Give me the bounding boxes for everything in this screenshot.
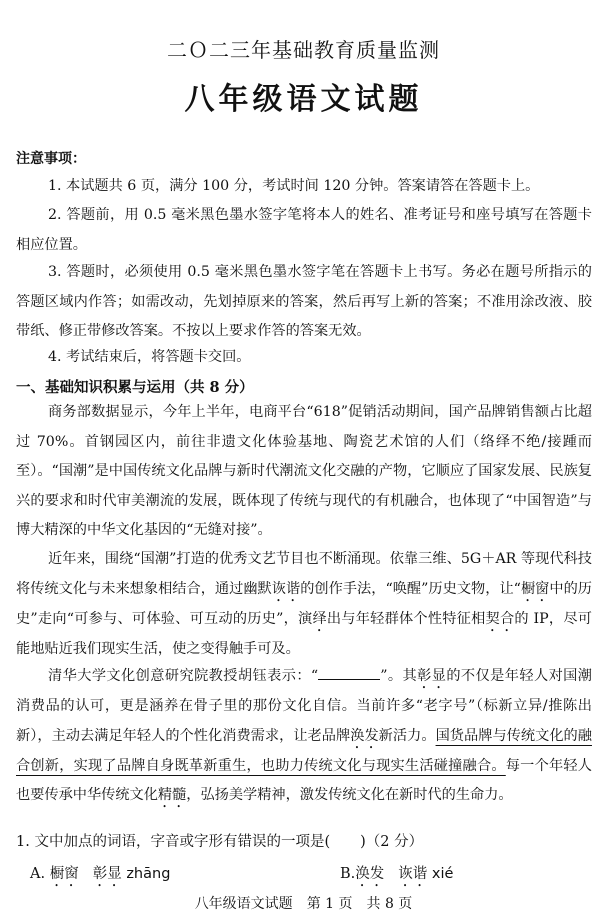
option-a-word-2: 彰显 bbox=[92, 866, 122, 882]
option-a-word-1: 橱窗 bbox=[49, 866, 79, 882]
exam-title: 八年级语文试题 bbox=[184, 82, 423, 117]
section-1-heading: 一、基础知识积累与运用（共 8 分） bbox=[16, 379, 254, 396]
notice-heading: 注意事项： bbox=[16, 151, 86, 167]
option-a bbox=[30, 862, 170, 890]
para3-text-a: 清华大学文化创意研究院教授胡钰表示：“ bbox=[48, 668, 319, 684]
notice-item-2: 2. 答题前，用 0.5 毫米黑色墨水签字笔将本人的姓名、准考证号和座号填写在答题卡相应位置。 bbox=[16, 207, 592, 253]
question-1-stem bbox=[16, 830, 423, 851]
quote-blank bbox=[318, 665, 380, 680]
notice-item-4: 4. 考试结束后，将答题卡交回。 bbox=[48, 349, 251, 365]
footer-page-number: 第 1 页 bbox=[306, 896, 353, 912]
para3-text-d: 的不仅是年轻人对国潮消费品的认可，更是涵养在骨子里的那份文化自信。当前许多“老字号”（标新立异/推陈出新），主动去满足年轻人的个性化消费需求，让老品牌 bbox=[16, 668, 592, 744]
notice-item-3: 3. 答题时，必须使用 0.5 毫米黑色墨水签字笔在答题卡上书写。务必在题号所指示的答题区域内作答；如需改动，先划掉原来的答案，然后再写上新的答案；不准用涂改液、胶带纸、修正带修改答案。不按以上要求作答的答案无效。 bbox=[16, 264, 592, 339]
footer-total-pages: 共 8 页 bbox=[366, 896, 413, 912]
option-a-pinyin: zhāng bbox=[126, 866, 171, 882]
option-a-letter: A. bbox=[30, 866, 46, 882]
para3-text-j: ，弘扬美学精神，激发传统文化在新时代的生命力。 bbox=[186, 787, 513, 803]
footer-subject: 八年级语文试题 bbox=[194, 896, 293, 912]
para3-text-h: 每一个年轻人也要传承中华传统文化 bbox=[16, 757, 592, 803]
passage-paragraph-2 bbox=[16, 545, 592, 664]
para2-text-e: 中的历史”走向“可参与、可体验、可互动的历史”，演 bbox=[16, 580, 592, 627]
para2-text-c: 的创作手法，“唤醒”历史文物，让“ bbox=[300, 580, 521, 597]
option-b-word-2: 诙谐 bbox=[398, 866, 428, 882]
underlined-sentence: 国货品牌与传统文化的融合创新，实现了品牌自身既革新重生，也助力传统文化与现实生活碰撞融合。 bbox=[16, 727, 592, 774]
para3-text-b: ”。其 bbox=[380, 668, 418, 684]
option-b-letter: B. bbox=[340, 866, 356, 882]
option-b-pinyin: xié bbox=[431, 866, 454, 882]
question-1-text: 1. 文中加点的词语，字音或字形有错误的一项是( bbox=[16, 834, 331, 850]
option-b-word-1: 涣发 bbox=[355, 866, 385, 882]
page-footer bbox=[0, 893, 607, 913]
dotted-word-huanfa: 涣发 bbox=[350, 727, 379, 744]
passage-paragraph-1: 商务部数据显示，今年上半年，电商平台“618”促销活动期间，国产品牌销售额占比超过 70%。首钢园区内，前往非遗文化体验基地、陶瓷艺术馆的人们（络绎不绝/接踵而至）。“国潮”是中国传统文化品牌与新时代潮流文化交融的产物，它顺应了国家发展、民族复兴的要求和时代审美潮流的发展，既体现了传统与现代的有机融合，也体现了“中国智造”与博大精深的中华文化基因的“无缝对接”。 bbox=[16, 404, 592, 538]
notice-item-1: 1. 本试题共 6 页，满分 100 分，考试时间 120 分钟。答案请答在答题卡上。 bbox=[48, 178, 540, 194]
dotted-word-chuchuang: 橱窗 bbox=[520, 580, 550, 597]
para2-text-a: 近年来，围绕“国潮”打造的优秀文艺节目也不断涌现。依靠三维、5G＋AR 等现代科技将传统文化与未来想象相结合，通过幽默 bbox=[16, 551, 592, 597]
dotted-word-huixie: 诙谐 bbox=[271, 580, 301, 597]
option-b bbox=[340, 862, 453, 890]
exam-year-title: 二Ｏ二三年基础教育质量监测 bbox=[167, 38, 440, 62]
dotted-word-jingsui: 精髓 bbox=[157, 787, 187, 803]
question-1-score: )（2 分） bbox=[360, 834, 424, 850]
dotted-word-zhangxian: 彰显 bbox=[417, 668, 447, 684]
para2-text-i: 的 IP，尽可能地贴近我们现实生活，使之变得触手可及。 bbox=[16, 610, 592, 657]
passage-paragraph-3 bbox=[16, 662, 592, 811]
para3-text-f: 新活力。 bbox=[378, 727, 436, 744]
dotted-word-qihe: 契合 bbox=[485, 610, 515, 627]
para2-text-g: 出与年轻群体个性特征相 bbox=[326, 610, 486, 627]
dotted-word-yi: 绎 bbox=[312, 610, 327, 627]
